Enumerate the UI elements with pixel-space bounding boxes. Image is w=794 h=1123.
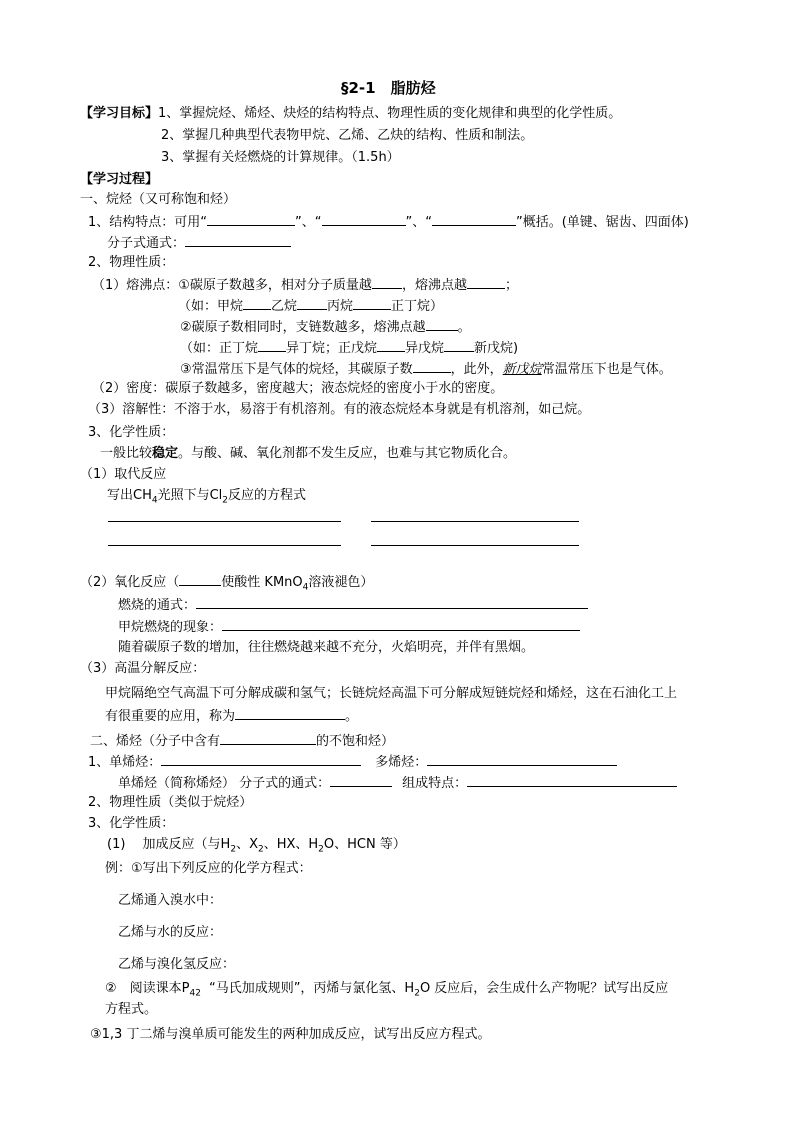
crack-text: 有很重要的应用，称为 [105,709,236,724]
blank[interactable] [243,296,271,310]
example-text: 正丁烷） [391,299,444,314]
ox-text: （2）氧化反应（ [80,575,180,590]
cracking-paragraph-2 [105,706,358,726]
blank[interactable] [207,212,295,226]
boiling-point [92,275,518,295]
stable-text: 。与酸、碱、氧化剂都不发生反应，也难与其它物质化合。 [178,446,517,461]
types-text: 多烯烃： [375,755,428,770]
stable-text: 一般比较 [100,446,153,461]
branch-text: 。 [457,320,471,335]
alkane-structure [88,212,689,232]
example-text: 异丁烷；正戊烷 [286,341,378,356]
markovnikov-question-end: 方程式。 [105,1002,158,1017]
q2-text: O 反应后，会生成什么产物呢？试写出反应 [419,981,669,996]
monoalkene-formula [118,773,677,793]
combustion-label: 燃烧的通式： [118,598,197,613]
gas-text: ③常温常压下是气体的烷烃，其碳原子数 [180,362,413,377]
substitution-heading: （1）取代反应 [80,467,167,482]
answer-line[interactable] [108,521,341,522]
example-text: （如：甲烷 [178,299,244,314]
crack-text: 。 [345,709,359,724]
q2-text: “马氏加成规则”，丙烯与氯化氢、H [208,981,415,996]
formula-label: 分子式通式： [107,236,186,251]
bp-text: ，熔沸点越 [401,278,467,293]
stability [100,445,516,463]
cracking-paragraph-1: 甲烷隔绝空气高温下可分解成碳和氢气；长链烷烃高温下可分解成短链烷烃和烯烃，这在石油化工上 [105,686,678,701]
reaction-bromine-water: 乙烯通入溴水中： [118,893,223,908]
blank[interactable] [353,296,391,310]
add-text: 、HX、H [263,837,319,852]
example-text: 丙烷 [327,299,354,314]
objective-2: 2、掌握几种典型代表物甲烷、乙烯、乙炔的结构、性质和制法。 [161,128,534,143]
subscript: 4 [302,582,309,593]
solubility: （3）溶解性：不溶于水，易溶于有机溶剂。有的液态烷烃本身就是有机溶剂，如己烷。 [88,402,591,417]
branch-rule [180,317,471,337]
gas-text: 常温常压下也是气体。 [541,362,672,377]
q2-text: ② 阅读课本P [105,981,190,996]
phenomenon-label: 甲烷燃烧的现象： [118,620,223,635]
subscript: 2 [230,844,237,855]
structure-text: ”概括。(单键、锯齿、四面体) [515,215,689,230]
density: （2）密度：碳原子数越多，密度越大；液态烷烃的密度小于水的密度。 [92,381,504,396]
cracking-heading: （3）高温分解反应： [80,661,206,676]
alkane-physical: 2、物理性质： [88,255,175,270]
objectives-line-1 [80,105,621,123]
objectives-label: 【学习目标】 [80,106,159,121]
combustion-phenomenon [118,617,580,637]
add-text: O、HCN 等） [323,837,406,852]
blank[interactable] [322,212,406,226]
substitution-task [107,487,306,505]
blank[interactable] [330,773,392,787]
subscript: 2 [318,844,324,855]
alkene-heading-text: 的不饱和烃） [316,734,395,749]
blank[interactable] [179,572,221,586]
stable-emphasis: 稳定 [152,446,179,461]
structure-text: ”、“ [295,215,322,230]
blank[interactable] [258,338,286,352]
blank[interactable] [372,275,402,289]
add-text: 、X [236,837,258,852]
gas-text: ，此外， [450,362,503,377]
example-text: （如：正丁烷 [180,341,259,356]
butadiene-question: ③1,3 丁二烯与溴单质可能发生的两种加成反应，试写出反应方程式。 [90,1027,491,1042]
subscript: 2 [222,495,229,506]
example-text: 乙烷 [271,299,298,314]
objective-1: 1、掌握烷烃、烯烃、炔烃的结构特点、物理性质的变化规律和典型的化学性质。 [158,106,622,121]
process-label: 【学习过程】 [80,172,159,187]
blank[interactable] [377,338,405,352]
bp-text: （1）熔沸点：①碳原子数越多，相对分子质量越 [92,278,372,293]
task-text: 写出CH [107,488,152,503]
oxidation-heading [80,572,373,592]
bp-example-2 [180,338,518,358]
ox-text: 使酸性 KMnO [221,575,303,590]
task-text: 反应的方程式 [228,488,307,503]
page-title: §2-1 脂肪烃 [341,79,436,97]
addition-heading [107,836,406,854]
answer-line[interactable] [371,521,579,522]
blank[interactable] [426,317,458,331]
combustion-note: 随着碳原子数的增加，往往燃烧越来越不充分，火焰明亮，并伴有黑烟。 [118,640,535,655]
structure-text: 1、结构特点：可用“ [88,215,208,230]
structure-text: ”、“ [405,215,432,230]
answer-line[interactable] [371,545,579,546]
blank[interactable] [297,296,327,310]
alkane-formula [107,233,291,253]
combustion-formula [118,595,588,615]
blank[interactable] [196,595,588,609]
example-text: 新戊烷) [474,341,519,356]
add-text: (1) 加成反应（与H [107,837,231,852]
blank[interactable] [427,752,617,766]
alkene-chemical: 3、化学性质： [88,816,175,831]
reaction-water: 乙烯与水的反应： [118,925,223,940]
markovnikov-question [105,980,668,998]
subscript: 2 [257,844,264,855]
blank[interactable] [185,233,291,247]
alkane-chemical: 3、化学性质： [88,425,175,440]
gas-emphasis: 新戊烷 [502,362,542,377]
reaction-hydrogen-bromide: 乙烯与溴化氢反应： [118,957,236,972]
alkene-types [88,752,617,772]
blank[interactable] [161,752,361,766]
objective-3: 3、掌握有关烃燃烧的计算规律。（1.5h） [161,150,400,165]
example-text: 异戊烷 [405,341,445,356]
blank[interactable] [413,359,451,373]
mono-text: 组成特点： [402,776,468,791]
task-text: 光照下与Cl [157,488,223,503]
blank[interactable] [235,706,345,720]
bp-example-1 [178,296,443,316]
blank[interactable] [467,773,677,787]
blank[interactable] [220,731,316,745]
subscript: 2 [414,988,420,999]
blank[interactable] [444,338,474,352]
subscript: 4 [151,495,158,506]
example-heading: 例：①写出下列反应的化学方程式： [105,861,312,876]
types-text: 1、单烯烃： [88,755,162,770]
answer-line[interactable] [108,545,341,546]
bp-text: ； [504,278,518,293]
ox-text: 溶液褪色） [308,575,374,590]
alkene-heading-text: 二、烯烃（分子中含有 [90,734,221,749]
blank[interactable] [432,212,516,226]
branch-text: ②碳原子数相同时，支链数越多，熔沸点越 [180,320,426,335]
mono-text: 单烯烃（简称烯烃） 分子式的通式： [118,776,331,791]
alkane-heading: 一、烷烃（又可称饱和烃） [80,192,237,207]
alkene-physical: 2、物理性质（类似于烷烃） [88,795,253,810]
alkene-heading [90,731,394,751]
blank[interactable] [467,275,505,289]
gas-rule [180,359,672,379]
blank[interactable] [222,617,580,631]
subscript: 42 [189,988,201,999]
